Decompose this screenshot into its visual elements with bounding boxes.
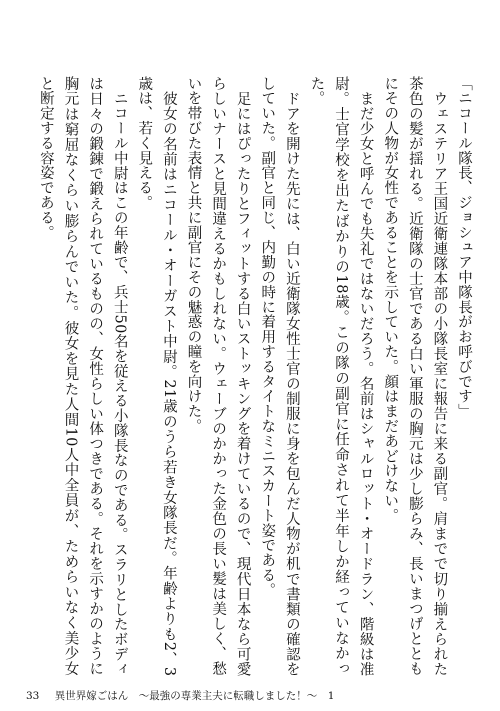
paragraph-dialogue: 「ニコール隊長、ジョシュア中隊長がお呼びです」 [456,76,472,419]
paragraph: ドアを開けた先には、白い近衛隊女性士官の制服に身を包んだ人物が机で書類の確認をしていた。副官と同じ、内勤の時に着用するタイトなミニスカート姿である。 [259,76,300,676]
vertical-text-body [24,76,476,676]
paragraph: ニコール中尉はこの年齢で、兵士50名を従える小隊長なのである。スラリとしたボディは日々の鍛錬で鍛えられているものの、女性らしい体つきである。それを示すかのように胸元は窮屈なくらい膨らんでいた。彼女を見た人間10人中全員が、ためらいなく美少女と断定する容姿である。 [37,76,128,676]
page-number: 33 [26,690,40,702]
paragraph: ウェステリア王国近衛連隊本部の小隊長室に報告に来る副官。肩までで切り揃えられた茶色の髪が揺れる。近衛隊の士官である白い軍服の胸元は少し膨らみ、長いまつげとともにその人物が女性であることを示していた。顔はまだあどけない。 [382,76,448,676]
paragraph: 彼女の名前はニコール・オーガスト中尉。21歳のうら若き女隊長だ。年齢よりも2、3歳は、若く見える。 [136,76,177,676]
book-title: 異世界嫁ごはん ～最強の専業主夫に転職しました！～ 1 [54,690,335,702]
paragraph: 足にはぴったりとフィットする白いストッキングを着けているので、現代日本なら可愛らしいナースと見間違えるかもしれない。ウェーブのかかった金色の長い髪は美しく、愁いを帯びた表情と共に副官にその魅惑の瞳を向けた。 [185,76,251,676]
page-footer [26,689,334,703]
paragraph: まだ少女と呼んでも失礼ではないだろう。名前はシャルロット・オードラン、階級は准尉。士官学校を出たばかりの18歳。この隊の副官に任命されて半年しか経っていなかった。 [308,76,374,676]
